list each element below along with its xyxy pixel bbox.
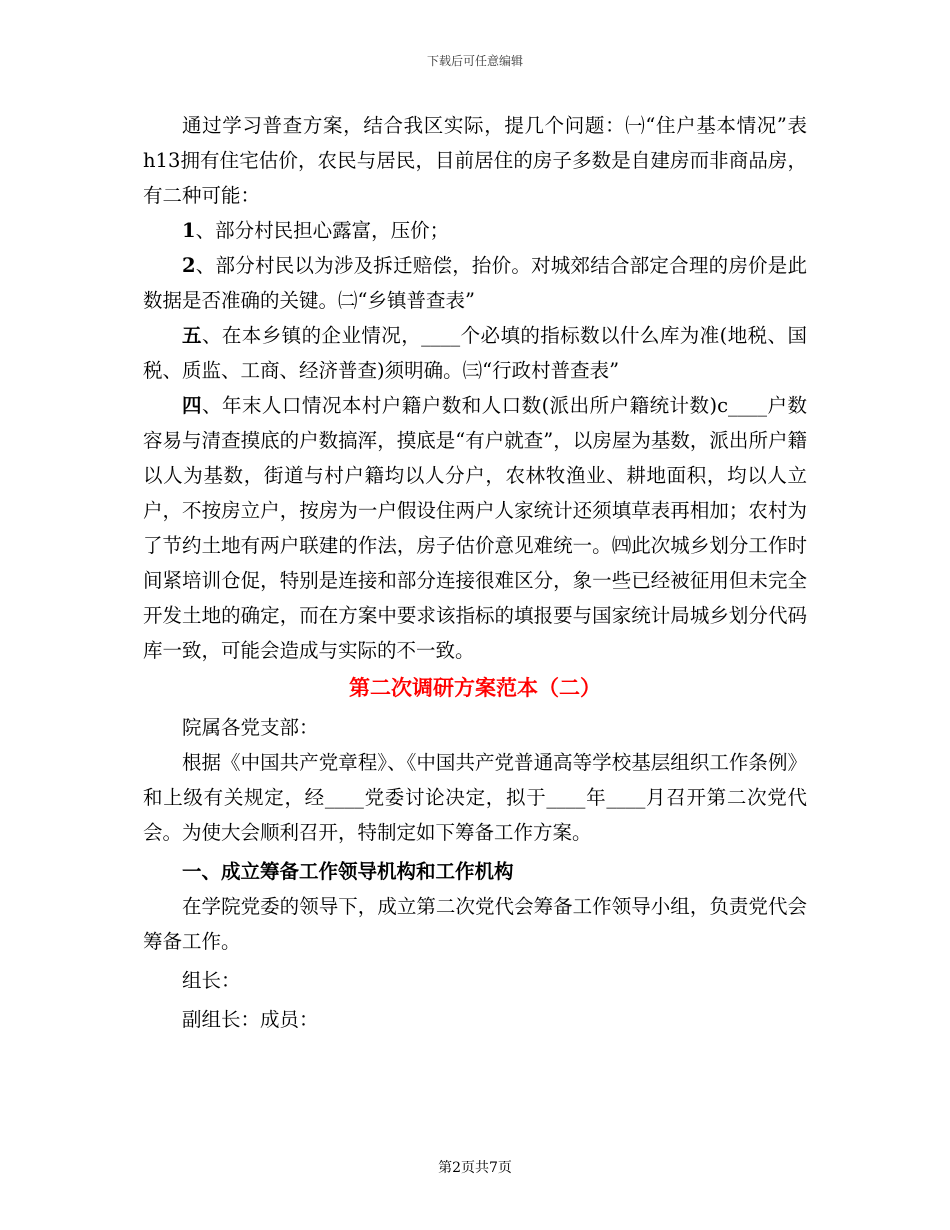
paragraph-item-1 [143,213,807,248]
paragraph-basis: 根据《中国共产党章程》、《中国共产党普通高等学校基层组织工作条例》和上级有关规定，经____党委讨论决定，拟于____年____月召开第二次党代会。为使大会顺利召开，特制定如下筹备工作方案。 [143,751,807,844]
paragraph-deputy-members: 副组长：成员： [182,1008,319,1031]
paragraph-leadership: 在学院党委的领导下，成立第二次党代会筹备工作领导小组，负责党代会筹备工作。 [143,895,807,953]
item-number: 四 [182,394,202,417]
paragraph-salutation: 院属各党支部： [182,716,319,739]
paragraph-item-5 [143,318,807,388]
paragraph-intro: 通过学习普查方案，结合我区实际，提几个问题：㈠“住户基本情况”表h13拥有住宅估价，农民与居民，目前居住的房子多数是自建房而非商品房，有二种可能： [143,114,807,207]
paragraph-leader: 组长： [182,969,241,992]
item-text: 、部分村民以为涉及拆迁赔偿，抬价。对城郊结合部定合理的房价是此数据是否准确的关键。㈡“乡镇普查表” [143,254,807,312]
section-title: 第二次调研方案范本（二） [349,675,601,700]
item-number: 2 [182,254,196,277]
paragraph-item-2 [143,248,807,318]
paragraph-item-4 [143,388,807,668]
item-text: 、部分村民担心露富，压价； [195,219,450,242]
page-header: 下载后可任意编辑 [426,54,523,68]
page-footer: 第2页共7页 [438,1160,512,1176]
section-heading-1: 一、成立筹备工作领导机构和工作机构 [182,860,514,883]
document-body [143,108,807,1037]
item-text: 、在本乡镇的企业情况，____个必填的指标数以什么库为准(地税、国税、质监、工商、经济普查)须明确。㈢“行政村普查表” [143,324,807,382]
item-number: 1 [182,219,196,242]
item-text: 、年末人口情况本村户籍户数和人口数(派出所户籍统计数)c____户数容易与清查摸底的户数搞浑，摸底是“有户就查”，以房屋为基数，派出所户籍以人为基数，街道与村户籍均以人分户，农林牧渔业、耕地面积，均以人立户，不按房立户，按房为一户假设住两户人家统计还须填草表再相加；农村为了节约土地有两户联建的作法，房子估价意见难统一。㈣此次城乡划分工作时间紧培训仓促，特别是连接和部分连接很难区分，象一些已经被征用但未完全开发土地的确定，而在方案中要求该指标的填报要与国家统计局城乡划分代码库一致，可能会造成与实际的不一致。 [143,394,807,662]
item-number: 五 [182,324,202,347]
